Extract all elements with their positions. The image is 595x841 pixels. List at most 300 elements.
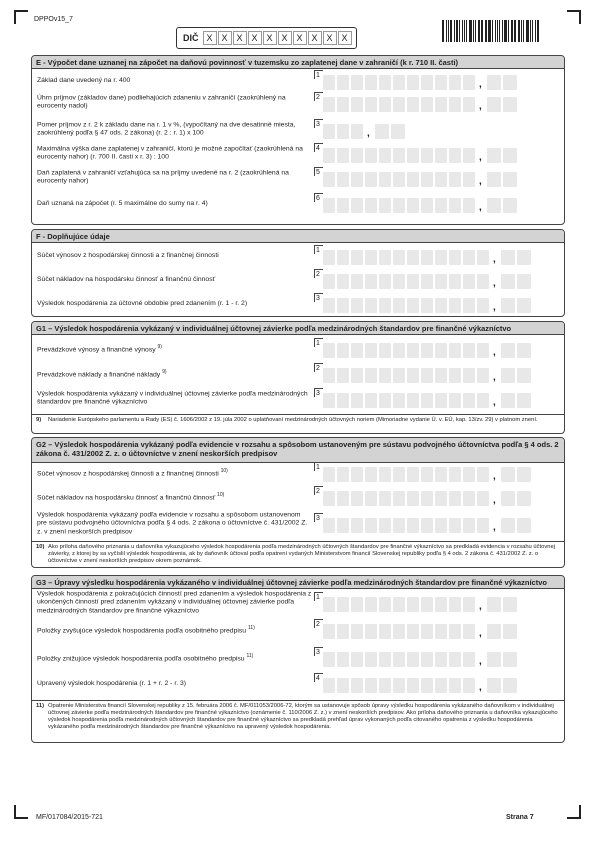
digit-box[interactable] [421,652,433,667]
digit-box[interactable] [323,597,335,612]
digit-box[interactable] [379,148,391,163]
digit-box[interactable] [407,343,419,358]
digit-box[interactable] [435,198,447,213]
amount-input[interactable] [323,467,491,482]
digit-box[interactable] [477,491,489,506]
digit-box[interactable] [323,298,335,313]
decimal-digit-box[interactable] [503,172,517,187]
digit-box[interactable] [435,148,447,163]
digit-box[interactable] [365,467,377,482]
digit-box[interactable] [407,368,419,383]
digit-box[interactable] [421,491,433,506]
decimal-digit-box[interactable] [517,250,531,265]
digit-box[interactable] [323,274,335,289]
digit-box[interactable] [337,250,349,265]
digit-box[interactable] [407,75,419,90]
digit-box[interactable] [323,393,335,408]
amount-input[interactable] [323,518,491,533]
digit-box[interactable] [407,491,419,506]
digit-box[interactable] [435,172,447,187]
digit-box[interactable] [407,274,419,289]
digit-box[interactable] [351,678,363,693]
decimal-input[interactable] [501,467,533,482]
amount-input[interactable] [323,343,491,358]
digit-box[interactable] [407,393,419,408]
digit-box[interactable] [463,597,475,612]
amount-input[interactable] [323,491,491,506]
digit-box[interactable] [449,491,461,506]
digit-box[interactable] [337,274,349,289]
decimal-digit-box[interactable] [503,97,517,112]
decimal-digit-box[interactable] [501,518,515,533]
amount-input[interactable] [323,124,365,139]
digit-box[interactable] [449,678,461,693]
digit-box[interactable] [351,624,363,639]
decimal-digit-box[interactable] [503,652,517,667]
digit-box[interactable] [337,124,349,139]
decimal-digit-box[interactable] [487,198,501,213]
decimal-digit-box[interactable] [487,75,501,90]
digit-box[interactable] [379,250,391,265]
decimal-digit-box[interactable] [487,148,501,163]
dic-char-box[interactable]: X [278,31,292,45]
digit-box[interactable] [393,75,405,90]
digit-box[interactable] [351,652,363,667]
digit-box[interactable] [421,518,433,533]
digit-box[interactable] [449,75,461,90]
digit-box[interactable] [463,343,475,358]
digit-box[interactable] [463,491,475,506]
digit-box[interactable] [407,97,419,112]
digit-box[interactable] [393,652,405,667]
digit-box[interactable] [449,652,461,667]
digit-box[interactable] [435,393,447,408]
digit-box[interactable] [365,198,377,213]
decimal-digit-box[interactable] [503,624,517,639]
row-number: 2 [314,269,323,278]
digit-box[interactable] [393,343,405,358]
digit-box[interactable] [435,274,447,289]
decimal-digit-box[interactable] [487,652,501,667]
digit-box[interactable] [351,172,363,187]
decimal-digit-box[interactable] [501,467,515,482]
decimal-digit-box[interactable] [503,148,517,163]
digit-box[interactable] [351,75,363,90]
amount-input[interactable] [323,624,477,639]
digit-box[interactable] [365,250,377,265]
decimal-input[interactable] [487,172,519,187]
digit-box[interactable] [351,467,363,482]
digit-box[interactable] [449,518,461,533]
digit-box[interactable] [379,491,391,506]
digit-box[interactable] [463,368,475,383]
digit-box[interactable] [337,172,349,187]
digit-box[interactable] [407,597,419,612]
decimal-input[interactable] [487,198,519,213]
digit-box[interactable] [323,124,335,139]
decimal-digit-box[interactable] [517,274,531,289]
digit-box[interactable] [379,678,391,693]
digit-box[interactable] [351,393,363,408]
amount-input[interactable] [323,393,491,408]
decimal-digit-box[interactable] [503,678,517,693]
digit-box[interactable] [351,298,363,313]
decimal-digit-box[interactable] [487,172,501,187]
digit-box[interactable] [323,518,335,533]
amount-input[interactable] [323,274,491,289]
digit-box[interactable] [421,198,433,213]
digit-box[interactable] [351,597,363,612]
digit-box[interactable] [407,172,419,187]
digit-box[interactable] [337,597,349,612]
digit-box[interactable] [351,274,363,289]
digit-box[interactable] [337,518,349,533]
digit-box[interactable] [477,518,489,533]
dic-char-box[interactable]: X [203,31,217,45]
decimal-input[interactable] [501,368,533,383]
digit-box[interactable] [379,198,391,213]
digit-box[interactable] [477,467,489,482]
digit-box[interactable] [351,97,363,112]
decimal-digit-box[interactable] [517,491,531,506]
digit-box[interactable] [337,624,349,639]
amount-input[interactable] [323,172,477,187]
digit-box[interactable] [463,298,475,313]
digit-box[interactable] [435,518,447,533]
digit-box[interactable] [477,298,489,313]
digit-box[interactable] [393,198,405,213]
amount-input[interactable] [323,678,477,693]
digit-box[interactable] [323,97,335,112]
digit-box[interactable] [449,97,461,112]
digit-box[interactable] [351,491,363,506]
decimal-digit-box[interactable] [503,597,517,612]
digit-box[interactable] [351,518,363,533]
digit-box[interactable] [449,467,461,482]
decimal-input[interactable] [501,393,533,408]
digit-box[interactable] [323,250,335,265]
decimal-input[interactable] [501,343,533,358]
digit-box[interactable] [351,250,363,265]
digit-box[interactable] [379,393,391,408]
decimal-input[interactable] [501,250,533,265]
digit-box[interactable] [421,597,433,612]
digit-box[interactable] [435,491,447,506]
digit-box[interactable] [477,393,489,408]
digit-box[interactable] [393,97,405,112]
digit-box[interactable] [379,467,391,482]
decimal-digit-box[interactable] [487,597,501,612]
decimal-input[interactable] [487,148,519,163]
digit-box[interactable] [379,274,391,289]
amount-input[interactable] [323,250,491,265]
digit-box[interactable] [365,172,377,187]
digit-box[interactable] [449,624,461,639]
digit-box[interactable] [337,393,349,408]
digit-box[interactable] [435,343,447,358]
digit-box[interactable] [393,172,405,187]
digit-box[interactable] [323,75,335,90]
dic-char-box[interactable]: X [338,31,352,45]
digit-box[interactable] [337,148,349,163]
digit-box[interactable] [463,393,475,408]
digit-box[interactable] [463,274,475,289]
digit-box[interactable] [421,274,433,289]
decimal-digit-box[interactable] [501,368,515,383]
dic-char-box[interactable]: X [293,31,307,45]
digit-box[interactable] [449,172,461,187]
digit-box[interactable] [463,467,475,482]
digit-box[interactable] [323,172,335,187]
decimal-input[interactable] [487,75,519,90]
dic-char-box[interactable]: X [233,31,247,45]
digit-box[interactable] [379,368,391,383]
decimal-digit-box[interactable] [501,298,515,313]
digit-box[interactable] [323,343,335,358]
digit-box[interactable] [365,652,377,667]
digit-box[interactable] [435,298,447,313]
digit-box[interactable] [351,368,363,383]
decimal-input[interactable] [487,97,519,112]
digit-box[interactable] [337,343,349,358]
digit-box[interactable] [337,198,349,213]
digit-box[interactable] [393,298,405,313]
digit-box[interactable] [337,491,349,506]
digit-box[interactable] [407,624,419,639]
digit-box[interactable] [449,368,461,383]
decimal-digit-box[interactable] [503,75,517,90]
digit-box[interactable] [421,678,433,693]
digit-box[interactable] [379,97,391,112]
digit-box[interactable] [407,148,419,163]
decimal-digit-box[interactable] [517,298,531,313]
digit-box[interactable] [421,250,433,265]
digit-box[interactable] [323,368,335,383]
digit-box[interactable] [365,624,377,639]
dic-field[interactable] [176,27,357,49]
digit-box[interactable] [421,368,433,383]
digit-box[interactable] [393,368,405,383]
decimal-digit-box[interactable] [517,467,531,482]
digit-box[interactable] [421,148,433,163]
digit-box[interactable] [463,652,475,667]
dic-char-box[interactable]: X [323,31,337,45]
digit-box[interactable] [337,467,349,482]
decimal-digit-box[interactable] [501,393,515,408]
digit-box[interactable] [421,343,433,358]
digit-box[interactable] [463,518,475,533]
amount-input[interactable] [323,652,477,667]
digit-box[interactable] [351,124,363,139]
digit-box[interactable] [477,250,489,265]
digit-box[interactable] [393,518,405,533]
digit-box[interactable] [393,467,405,482]
digit-box[interactable] [435,467,447,482]
digit-box[interactable] [379,597,391,612]
digit-box[interactable] [379,518,391,533]
digit-box[interactable] [365,518,377,533]
digit-box[interactable] [435,597,447,612]
decimal-digit-box[interactable] [501,274,515,289]
digit-box[interactable] [365,368,377,383]
decimal-digit-box[interactable] [501,343,515,358]
digit-box[interactable] [449,274,461,289]
digit-box[interactable] [477,343,489,358]
digit-box[interactable] [379,172,391,187]
digit-box[interactable] [323,652,335,667]
digit-box[interactable] [365,75,377,90]
digit-box[interactable] [379,298,391,313]
digit-box[interactable] [365,274,377,289]
digit-box[interactable] [351,148,363,163]
digit-box[interactable] [323,148,335,163]
digit-box[interactable] [365,148,377,163]
digit-box[interactable] [379,75,391,90]
digit-box[interactable] [477,274,489,289]
digit-box[interactable] [365,597,377,612]
digit-box[interactable] [393,274,405,289]
digit-box[interactable] [323,678,335,693]
decimal-input[interactable] [501,298,533,313]
dic-char-box[interactable]: X [263,31,277,45]
amount-input[interactable] [323,97,477,112]
digit-box[interactable] [463,624,475,639]
digit-box[interactable] [379,624,391,639]
decimal-digit-box[interactable] [503,198,517,213]
digit-box[interactable] [435,97,447,112]
amount-input[interactable] [323,298,491,313]
digit-box[interactable] [365,393,377,408]
digit-box[interactable] [421,393,433,408]
decimal-input[interactable] [487,652,519,667]
amount-input[interactable] [323,75,477,90]
digit-box[interactable] [449,198,461,213]
digit-box[interactable] [323,467,335,482]
digit-box[interactable] [407,250,419,265]
digit-box[interactable] [379,343,391,358]
digit-box[interactable] [449,393,461,408]
digit-box[interactable] [365,678,377,693]
decimal-digit-box[interactable] [517,518,531,533]
decimal-digit-box[interactable] [391,124,405,139]
decimal-input[interactable] [501,491,533,506]
digit-box[interactable] [463,678,475,693]
digit-box[interactable] [365,491,377,506]
digit-box[interactable] [365,298,377,313]
decimal-digit-box[interactable] [487,97,501,112]
decimal-input[interactable] [487,678,519,693]
decimal-digit-box[interactable] [487,624,501,639]
digit-box[interactable] [421,298,433,313]
digit-box[interactable] [407,198,419,213]
decimal-input[interactable] [375,124,407,139]
decimal-input[interactable] [487,624,519,639]
digit-box[interactable] [323,624,335,639]
digit-box[interactable] [421,467,433,482]
digit-box[interactable] [449,298,461,313]
barcode-bar [499,20,500,42]
digit-box[interactable] [435,678,447,693]
digit-box[interactable] [407,298,419,313]
digit-box[interactable] [393,393,405,408]
digit-box[interactable] [393,678,405,693]
digit-box[interactable] [337,97,349,112]
digit-box[interactable] [337,368,349,383]
digit-box[interactable] [449,597,461,612]
digit-box[interactable] [379,652,391,667]
digit-box[interactable] [407,678,419,693]
digit-box[interactable] [407,652,419,667]
digit-box[interactable] [435,368,447,383]
decimal-input[interactable] [487,597,519,612]
digit-box[interactable] [435,652,447,667]
digit-box[interactable] [435,624,447,639]
decimal-digit-box[interactable] [517,368,531,383]
digit-box[interactable] [421,624,433,639]
digit-box[interactable] [463,75,475,90]
amount-input[interactable] [323,368,491,383]
dic-char-box[interactable]: X [218,31,232,45]
decimal-digit-box[interactable] [517,343,531,358]
digit-box[interactable] [351,198,363,213]
dic-char-box[interactable]: X [248,31,262,45]
decimal-separator: , [367,128,370,139]
digit-box[interactable] [435,75,447,90]
digit-box[interactable] [407,467,419,482]
digit-box[interactable] [463,250,475,265]
digit-box[interactable] [421,75,433,90]
decimal-digit-box[interactable] [517,393,531,408]
digit-box[interactable] [449,343,461,358]
digit-box[interactable] [393,597,405,612]
digit-box[interactable] [351,343,363,358]
digit-box[interactable] [365,343,377,358]
decimal-digit-box[interactable] [487,678,501,693]
digit-box[interactable] [323,198,335,213]
digit-box[interactable] [449,250,461,265]
digit-box[interactable] [463,97,475,112]
decimal-digit-box[interactable] [375,124,389,139]
digit-box[interactable] [393,624,405,639]
decimal-digit-box[interactable] [501,491,515,506]
digit-box[interactable] [421,172,433,187]
digit-box[interactable] [463,198,475,213]
digit-box[interactable] [393,491,405,506]
digit-box[interactable] [337,652,349,667]
digit-box[interactable] [463,148,475,163]
digit-box[interactable] [407,518,419,533]
digit-box[interactable] [421,97,433,112]
amount-input[interactable] [323,198,477,213]
amount-input[interactable] [323,597,477,612]
digit-box[interactable] [337,678,349,693]
digit-box[interactable] [393,148,405,163]
decimal-digit-box[interactable] [501,250,515,265]
digit-box[interactable] [337,75,349,90]
decimal-input[interactable] [501,274,533,289]
digit-box[interactable] [463,172,475,187]
dic-char-box[interactable]: X [308,31,322,45]
digit-box[interactable] [365,97,377,112]
amount-input[interactable] [323,148,477,163]
digit-box[interactable] [323,491,335,506]
digit-box[interactable] [449,148,461,163]
digit-box[interactable] [435,250,447,265]
digit-box[interactable] [337,298,349,313]
digit-box[interactable] [477,368,489,383]
digit-box[interactable] [393,250,405,265]
decimal-input[interactable] [501,518,533,533]
